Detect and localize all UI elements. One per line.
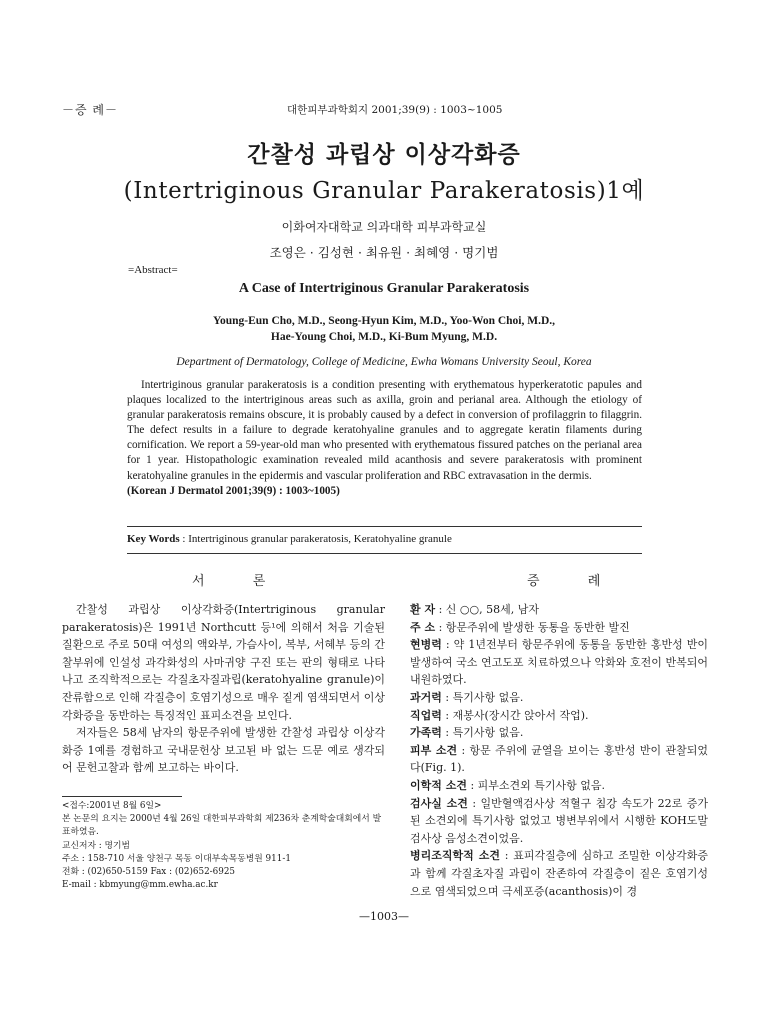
- case-item: [400, 619, 708, 637]
- case-item-text: : 피부소견외 특기사항 없음.: [466, 778, 606, 792]
- keywords-text: : Intertriginous granular parakeratosis, Keratohyaline granule: [179, 533, 452, 545]
- authors-korean: 조영은 · 김성현 · 최유원 · 최혜영 · 명기범: [269, 245, 499, 260]
- case-item-label: 가족력: [410, 726, 442, 740]
- case-item-label: 과거력: [410, 690, 442, 704]
- case-item-text: : 신 ○○, 58세, 남자: [435, 603, 539, 616]
- case-item: [400, 795, 708, 848]
- intro-paragraph-2: 저자들은 58세 남자의 항문주위에 발생한 간찰성 과립상 이상각화증 1예를 경험하고 국내문헌상 보고된 바 없는 드문 예로 생각되어 문헌고찰과 함께 보고하는 바이다.: [62, 726, 385, 775]
- section-tag: －증 례－: [62, 103, 118, 117]
- case-item: [400, 742, 708, 777]
- case-item-label: 환 자: [410, 603, 436, 616]
- authors-english-line2: Hae-Young Choi, M.D., Ki-Bum Myung, M.D.: [270, 331, 498, 343]
- title-english: (Intertriginous Granular Parakeratosis)1예: [123, 178, 645, 204]
- case-item: [400, 724, 708, 742]
- title-korean: 간찰성 과립상 이상각화증: [247, 141, 521, 168]
- case-item-text: : 표피각질층에 심하고 조밀한 이상각화증과 함께 각질초자질 과립이 잔존하여 각질층이 짙은 호염기성으로 염색되었으며 극세포증(acanthosis)이 경: [410, 849, 708, 898]
- keywords-label: Key Words: [127, 533, 180, 545]
- abstract-body: [127, 378, 642, 499]
- case-item-label: 피부 소견: [410, 743, 458, 757]
- case-item-text: : 특기사항 없음.: [441, 726, 524, 740]
- authors-english: [0, 313, 768, 345]
- case-item: [400, 847, 708, 900]
- case-item: [400, 601, 708, 619]
- case-item-label: 직업력: [410, 708, 442, 722]
- case-item: [400, 636, 708, 689]
- divider-top: [127, 526, 642, 527]
- footnote-received: <접수:2001년 8월 6일>: [62, 801, 162, 811]
- abstract-label: =Abstract=: [128, 264, 178, 276]
- abstract-citation: (Korean J Dermatol 2001;39(9) : 1003~1005): [127, 484, 340, 497]
- footnote-presentation: 본 논문의 요지는 2000년 4월 26일 대한피부과학회 제236차 춘계학술대회에서 발표하였음.: [62, 814, 382, 838]
- authors-english-line1: Young-Eun Cho, M.D., Seong-Hyun Kim, M.D., Yoo-Won Choi, M.D.,: [212, 315, 556, 327]
- case-item-text: : 일반혈액검사상 적혈구 침강 속도가 22로 증가된 소견외에 특기사항 없었고 병변부위에서 시행한 KOH도말 검사상 음성소견이었음.: [410, 796, 708, 845]
- page-number: —1003—: [359, 910, 409, 923]
- case-item-label: 이학적 소견: [410, 778, 467, 792]
- case-item-label: 주 소: [410, 620, 436, 634]
- footnote-corresponding: 교신저자 : 명기범: [62, 840, 131, 851]
- footnote-address: 주소 : 158-710 서울 양천구 목동 이대부속목동병원 911-1: [62, 853, 291, 864]
- case-item-text: : 항문주위에 발생한 동통을 동반한 발진: [435, 620, 630, 634]
- case-item-text: : 항문 주위에 균열을 보이는 홍반성 반이 관찰되었다(Fig. 1).: [410, 743, 708, 775]
- section-heading-case: 증 례: [527, 574, 623, 589]
- case-item-text: : 약 1년전부터 항문주위에 동통을 동반한 홍반성 반이 발생하여 국소 연고도포 치료하였으나 악화와 호전이 반복되어 내원하였다.: [410, 638, 708, 687]
- footnote-email: E-mail : kbmyung@mm.ewha.ac.kr: [62, 880, 218, 891]
- divider-bottom: [127, 553, 642, 554]
- section-heading-intro: 서 론: [192, 574, 288, 589]
- abstract-text: Intertriginous granular parakeratosis is a condition presenting with erythematous hyperkeratotic papules and plaques localized to the intertriginous areas such as axilla, groin and perianal area. Although the etiology of granular parakeratosis remains obscure, it is probably caused by a defect in conversion of profilaggrin to filaggrin. The defect results in a failure to degrade keratohyaline granules and to aggregate keratin filaments during cornification. We report a 59-year-old man who presented with erythematous fissured patches on the perianal area for 1 year. Histopathologic examination revealed mild acanthosis and severe parakeratosis with prominent keratohyaline granules in the epidermis and vascular proliferation and RBC extravasation in the dermis.: [127, 379, 642, 482]
- case-item: [400, 689, 708, 707]
- case-item-label: 현병력: [410, 638, 442, 652]
- case-item-label: 병리조직학적 소견: [410, 849, 501, 863]
- abstract-title: A Case of Intertriginous Granular Parakeratosis: [238, 281, 530, 296]
- journal-reference: 대한피부과학회지 2001;39(9) : 1003~1005: [287, 104, 503, 116]
- keywords: [127, 533, 452, 545]
- intro-paragraph-1: 간찰성 과립상 이상각화증(Intertriginous granular parakeratosis)은 1991년 Northcutt 등¹에 의해서 처음 기술된 질환으로 주로 50대 여성의 액와부, 가슴사이, 복부, 서혜부 등의 간찰부위에 인설성 과각화성의 사마귀양 구진 또는 판의 형태로 나타나고 조직학적으로는 각질초자질과립(keratohyaline granule)이 잔류함으로 인해 각질층이 호염기성으로 매우 짙게 염색되면서 이상각화증을 동반하는 특징적인 표피소견을 보인다.: [62, 603, 385, 722]
- department-english: Department of Dermatology, College of Medicine, Ewha Womans University Seoul, Korea: [176, 356, 592, 368]
- case-column: [400, 601, 708, 900]
- case-item-label: 검사실 소견: [410, 796, 468, 810]
- affiliation-korean: 이화여자대학교 의과대학 피부과학교실: [281, 220, 487, 234]
- case-item-text: : 특기사항 없음.: [441, 690, 524, 704]
- case-item: [400, 707, 708, 725]
- footnote-rule: [62, 796, 182, 797]
- footnote-phone: 전화 : (02)650-5159 Fax : (02)652-6925: [62, 867, 236, 878]
- case-item-text: : 재봉사(장시간 앉아서 작업).: [441, 708, 589, 722]
- case-item: [400, 777, 708, 795]
- footnote: [62, 800, 385, 892]
- intro-column: [62, 601, 385, 777]
